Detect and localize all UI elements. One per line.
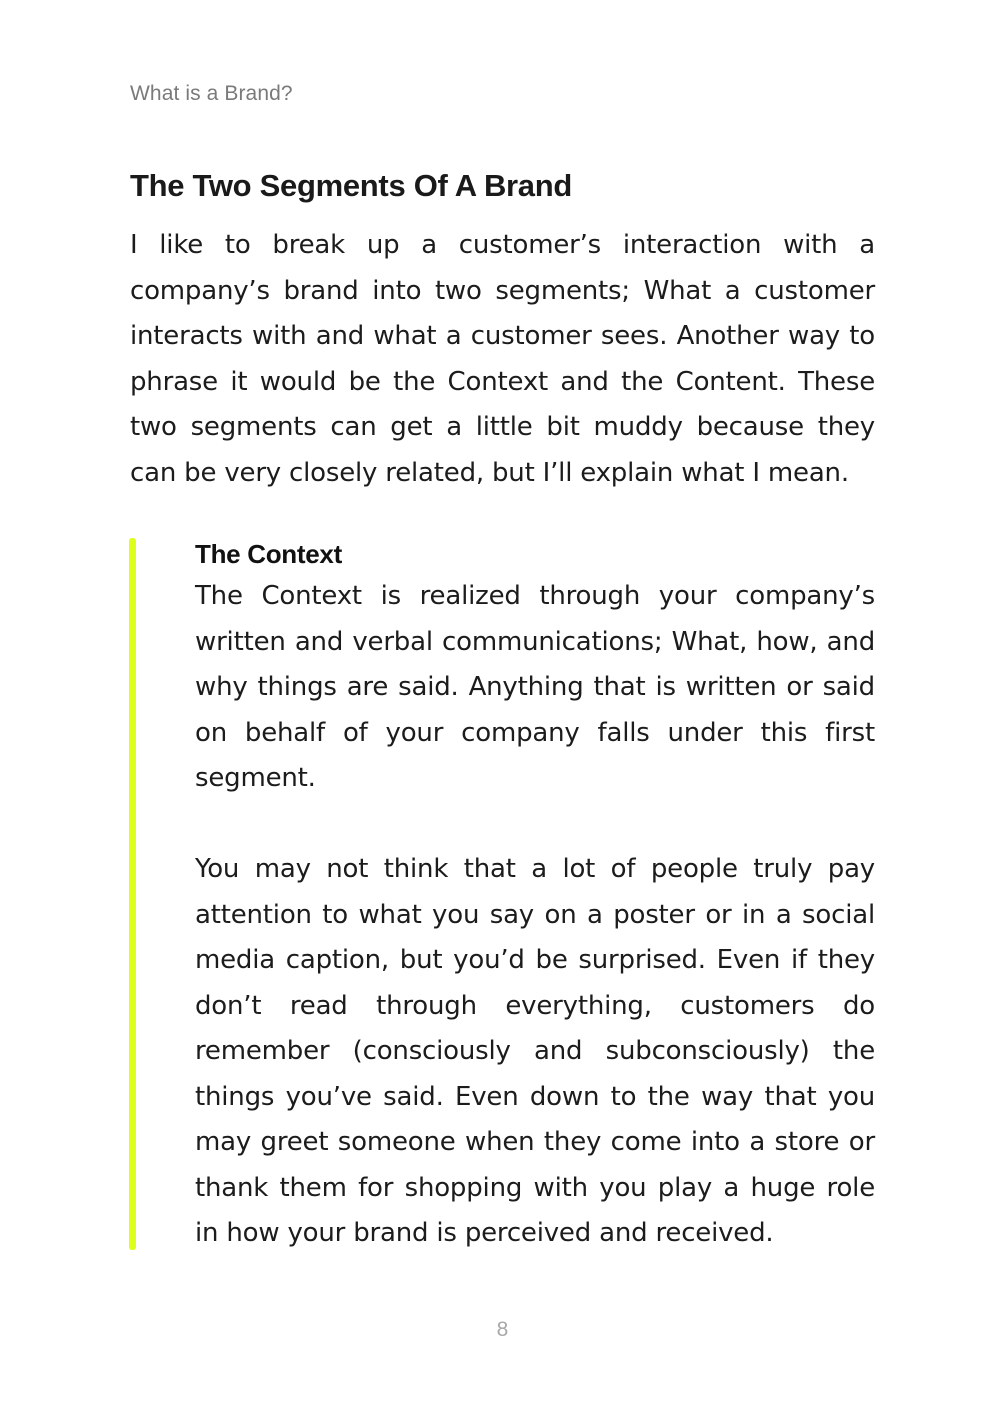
callout-paragraph-1: The Context is realized through your company’s written and verbal communications; What, how, and why things are said. Anything that is written or said on behalf of your company falls under this first segment. bbox=[195, 581, 875, 793]
intro-paragraph: I like to break up a customer’s interaction with a company’s brand into two segments; What a customer interacts with and what a customer sees. Another way to phrase it would be the Context and the Content. These two segments can get a little bit muddy because they can be very closely related, but I’ll explain what I mean. bbox=[130, 230, 875, 488]
section-title: The Two Segments Of A Brand bbox=[130, 168, 573, 203]
running-header: What is a Brand? bbox=[130, 82, 293, 105]
page-number: 8 bbox=[496, 1318, 509, 1341]
callout-paragraph-2: You may not think that a lot of people truly pay attention to what you say on a poster or in a social media caption, but you’d be surprised. Even if they don’t read through everything, customers do remember (consciously and subconsciously) the things you’ve said. Even down to the way that you may greet someone when they come into a store or thank them for shopping with you play a huge role in how your brand is perceived and received. bbox=[195, 854, 875, 1248]
callout-accent-bar bbox=[129, 538, 136, 1250]
callout-title: The Context bbox=[195, 539, 342, 569]
callout-block bbox=[195, 534, 875, 1257]
